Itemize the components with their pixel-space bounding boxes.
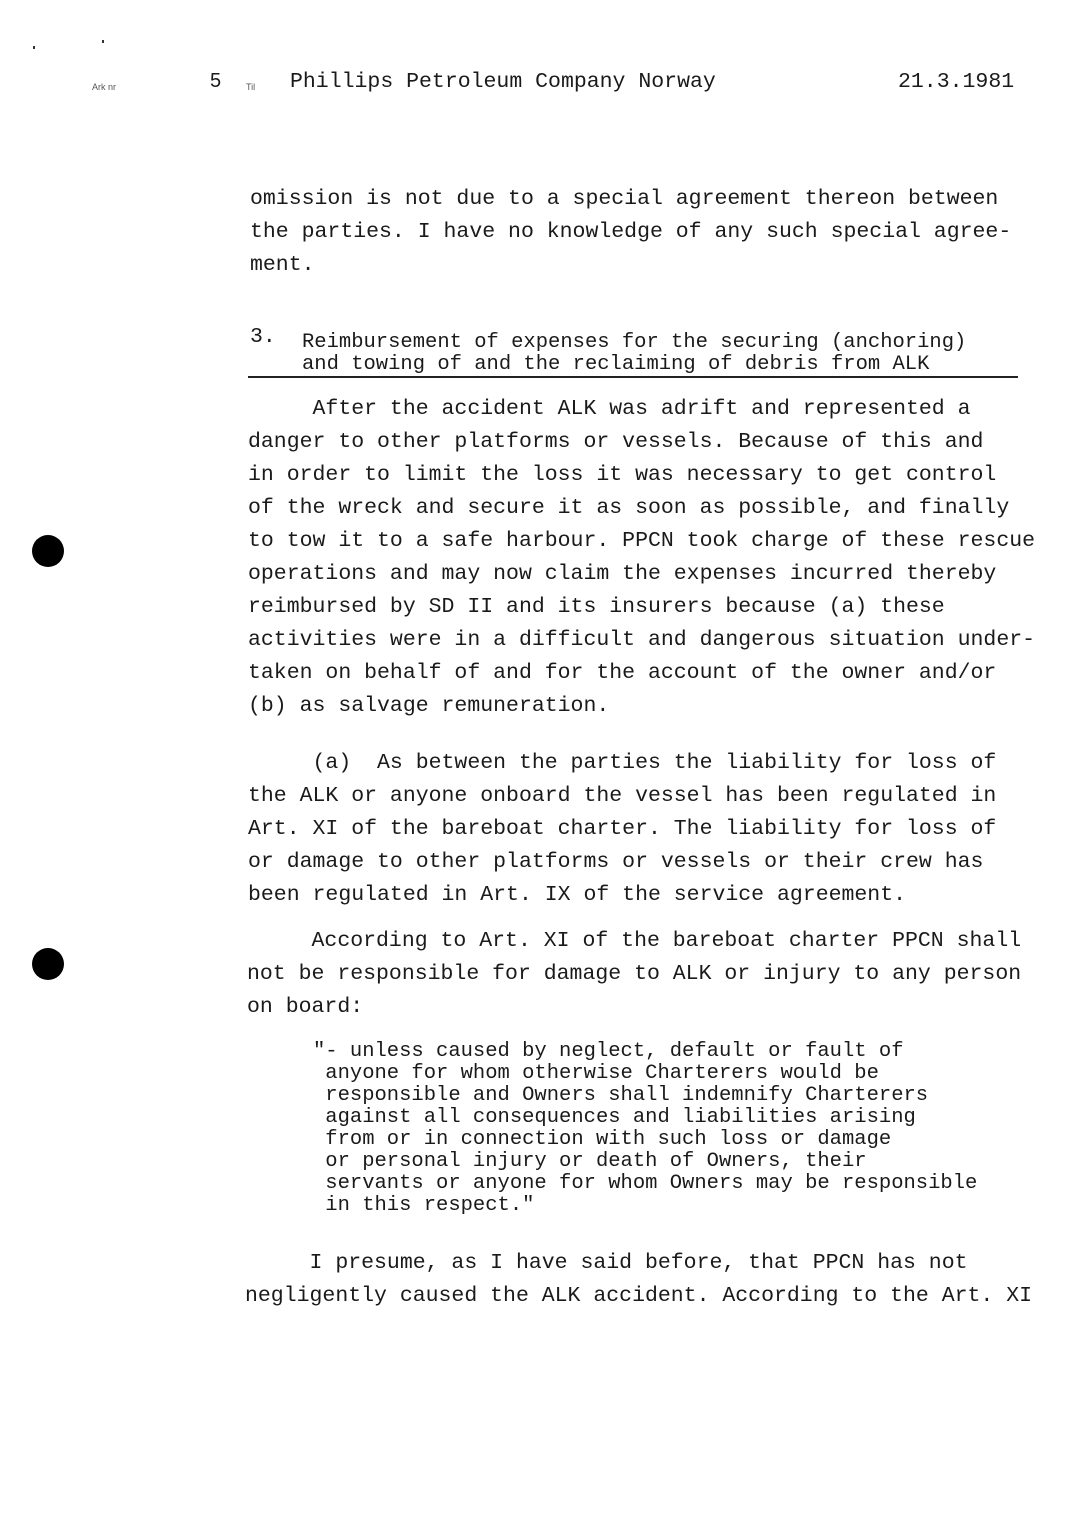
text-line: against all consequences and liabilities arising [313,1106,916,1129]
text-line: been regulated in Art. IX of the service agreement. [248,883,907,907]
recipient: Phillips Petroleum Company Norway [290,70,716,94]
text-line: from or in connection with such loss or damage [313,1128,892,1151]
punch-hole [32,535,64,567]
text-line: Art. XI of the bareboat charter. The liability for loss of [248,817,997,841]
text-line: taken on behalf of and for the account of the owner and/or [248,661,997,685]
section-number: 3. [250,325,276,349]
text-line: activities were in a difficult and dangerous situation under- [248,628,1036,652]
text-line: servants or anyone for whom Owners may be responsible [313,1172,978,1195]
text-line: on board: [247,995,364,1019]
text-line: in this respect." [313,1194,535,1217]
scan-speck [102,40,104,43]
section-heading [302,332,966,376]
text-line: of the wreck and secure it as soon as possible, and finally [248,496,1010,520]
text-line: reimbursed by SD II and its insurers because (a) these [248,595,945,619]
text-line: in order to limit the loss it was necessary to get control [248,463,997,487]
text-line: operations and may now claim the expenses incurred thereby [248,562,997,586]
text-line: Reimbursement of expenses for the securing (anchoring) [302,331,967,354]
paragraph-2 [248,747,996,912]
to-label: Til [246,82,256,92]
text-line: I presume, as I have said before, that PPCN has not [245,1251,968,1275]
scan-speck [33,46,35,49]
text-line: or personal injury or death of Owners, their [313,1150,867,1173]
text-line: or damage to other platforms or vessels or their crew has [248,850,984,874]
paragraph-3 [247,925,1021,1024]
intro-paragraph [250,183,1011,282]
text-line: anyone for whom otherwise Charterers would be [313,1062,879,1085]
text-line: ment. [250,253,315,277]
paragraph-1 [248,393,1035,723]
heading-underline [248,376,1018,378]
text-line: the parties. I have no knowledge of any such special agree- [250,220,1012,244]
block-quote [313,1041,977,1217]
page-number: 5 [210,70,222,92]
paragraph-4 [245,1247,1032,1313]
text-line: danger to other platforms or vessels. Because of this and [248,430,984,454]
text-line: After the accident ALK was adrift and represented a [248,397,971,421]
text-line: and towing of and the reclaiming of debris from ALK [302,353,930,376]
text-line: According to Art. XI of the bareboat charter PPCN shall [247,929,1022,953]
archive-label: Ark nr [92,82,117,92]
text-line: responsible and Owners shall indemnify Charterers [313,1084,929,1107]
text-line: not be responsible for damage to ALK or injury to any person [247,962,1022,986]
text-line: "- unless caused by neglect, default or fault of [313,1040,904,1063]
text-line: the ALK or anyone onboard the vessel has been regulated in [248,784,997,808]
date: 21.3.1981 [898,70,1015,94]
text-line: omission is not due to a special agreement thereon between [250,187,999,211]
text-line: negligently caused the ALK accident. According to the Art. XI [245,1284,1033,1308]
text-line: to tow it to a safe harbour. PPCN took charge of these rescue [248,529,1036,553]
text-line: (a) As between the parties the liability for loss of [248,751,997,775]
text-line: (b) as salvage remuneration. [248,694,610,718]
punch-hole [32,948,64,980]
